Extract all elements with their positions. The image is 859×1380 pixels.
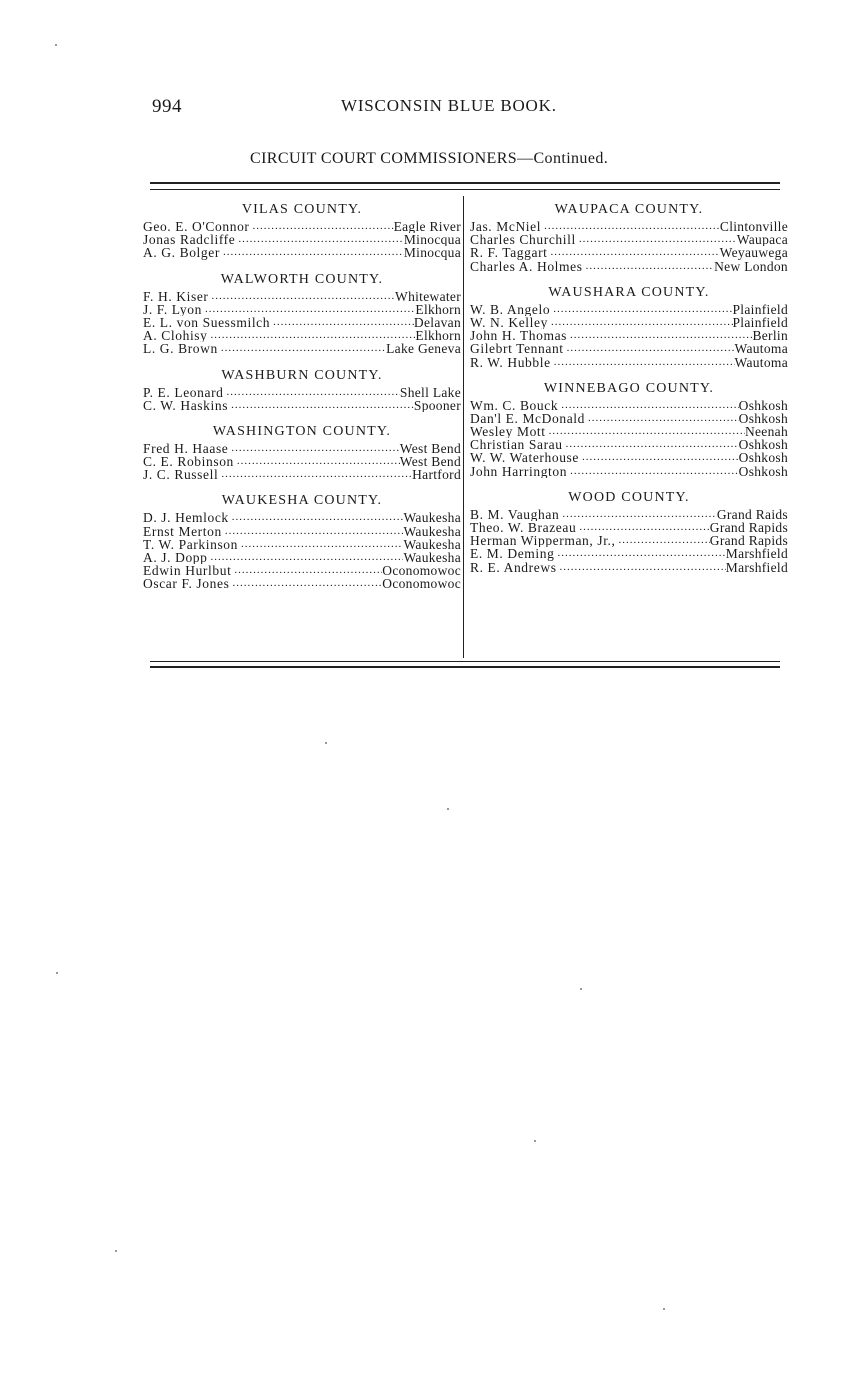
dot-leader: [567, 342, 735, 355]
running-head: WISCONSIN BLUE BOOK.: [341, 96, 557, 115]
commissioner-place: Weyauwega: [719, 246, 788, 260]
county-heading: WAUPACA COUNTY.: [554, 202, 704, 217]
dot-leader: [238, 233, 404, 246]
commissioner-name: C. E. Robinson: [143, 455, 234, 469]
commissioner-entry: [143, 342, 461, 355]
commissioner-entry: [470, 233, 788, 246]
commissioner-place: Oshkosh: [738, 451, 788, 465]
dot-leader: [557, 547, 725, 560]
commissioner-entry: [143, 511, 461, 524]
commissioner-entry: [143, 220, 461, 233]
dot-leader: [588, 412, 739, 425]
commissioner-name: J. C. Russell: [143, 468, 219, 482]
commissioner-place: Oconomowoc: [382, 577, 461, 591]
commissioner-name: P. E. Leonard: [143, 385, 224, 399]
commissioner-entry: [143, 525, 461, 538]
commissioner-list: [470, 508, 788, 574]
commissioner-list: [143, 290, 461, 356]
commissioner-entry: [143, 329, 461, 342]
commissioner-place: Waukesha: [403, 537, 461, 551]
commissioner-place: Plainfield: [732, 302, 788, 316]
commissioner-entry: [470, 438, 788, 451]
commissioner-name: Edwin Hurlbut: [143, 564, 232, 578]
commissioner-name: W. N. Kelley: [470, 315, 548, 330]
dot-leader: [566, 438, 739, 451]
commissioner-name: L. G. Brown: [143, 342, 218, 356]
dot-leader: [544, 220, 720, 233]
commissioner-name: J. F. Lyon: [143, 302, 202, 316]
dot-leader: [562, 508, 717, 521]
commissioner-entry: [143, 468, 461, 481]
commissioner-entry: [470, 425, 788, 438]
commissioner-name: Fred H. Haase: [143, 441, 229, 456]
dot-leader: [561, 399, 738, 412]
county-group: [143, 491, 461, 590]
commissioner-entry: [143, 290, 461, 303]
commissioner-name: W. W. Waterhouse: [470, 451, 580, 465]
county-group: [470, 283, 788, 369]
county-group: [143, 422, 461, 482]
dot-leader: [211, 329, 416, 342]
commissioner-name: Wm. C. Bouck: [470, 398, 559, 412]
commissioner-entry: [470, 316, 788, 329]
commissioner-name: Wesley Mott: [470, 425, 546, 439]
commissioner-list: [470, 399, 788, 478]
county-group: [470, 200, 788, 273]
scan-speck: [580, 988, 582, 990]
dot-leader: [221, 468, 412, 481]
commissioner-place: Neenah: [744, 425, 788, 439]
county-heading: WOOD COUNTY.: [568, 489, 690, 505]
commissioner-name: W. B. Angelo: [470, 302, 551, 316]
commissioner-entry: [143, 577, 461, 590]
commissioner-entry: [143, 442, 461, 455]
county-group: [143, 270, 461, 356]
commissioner-place: Minocqua: [403, 233, 461, 247]
dot-leader: [579, 233, 737, 246]
county-heading: WINNEBAGO COUNTY.: [543, 380, 715, 396]
scan-speck: [56, 972, 58, 974]
commissioner-place: Delavan: [413, 315, 461, 330]
commissioner-place: Wautoma: [734, 342, 788, 356]
commissioner-place: Minocqua: [403, 246, 461, 260]
commissioner-place: Oshkosh: [738, 464, 788, 478]
dot-leader: [551, 246, 720, 259]
commissioner-entry: [470, 547, 788, 560]
dot-leader: [231, 442, 399, 455]
commissioner-name: John Harrington: [470, 464, 568, 478]
county-group: [143, 200, 461, 260]
dot-leader: [205, 303, 415, 316]
dot-leader: [231, 399, 414, 412]
top-rule-thick: [150, 182, 780, 184]
dot-leader: [551, 316, 733, 329]
commissioner-name: Charles Churchill: [470, 233, 576, 247]
commissioner-entry: [470, 534, 788, 547]
commissioner-place: Waukesha: [403, 511, 461, 525]
commissioner-entry: [470, 451, 788, 464]
commissioner-place: Waukesha: [403, 524, 461, 538]
commissioner-name: C. W. Haskins: [143, 398, 229, 412]
commissioner-name: Christian Sarau: [470, 438, 563, 452]
county-heading: WASHBURN COUNTY.: [221, 367, 383, 383]
commissioner-place: Hartford: [412, 468, 461, 482]
county-group: [143, 366, 461, 412]
commissioner-entry: [143, 399, 461, 412]
county-heading: WAUKESHA COUNTY.: [221, 493, 383, 509]
commissioner-entry: [143, 316, 461, 329]
commissioner-entry: [470, 260, 788, 273]
dot-leader: [570, 329, 752, 342]
commissioner-place: Oconomowoc: [382, 564, 461, 578]
scan-speck: [55, 44, 57, 46]
commissioner-place: Grand Rapids: [709, 534, 788, 548]
dot-leader: [273, 316, 414, 329]
commissioner-place: Marshfield: [725, 547, 788, 561]
commissioner-place: Oshkosh: [738, 438, 788, 452]
commissioner-list: [143, 386, 461, 412]
commissioner-place: Elkhorn: [415, 329, 461, 343]
commissioner-place: Oshkosh: [738, 411, 788, 426]
commissioner-name: Dan'l E. McDonald: [470, 411, 585, 426]
commissioner-place: Lake Geneva: [386, 342, 461, 356]
commissioner-name: E. M. Deming: [470, 547, 555, 561]
commissioner-name: B. M. Vaughan: [470, 507, 560, 521]
commissioner-place: Wautoma: [734, 355, 788, 369]
commissioner-place: Grand Raids: [716, 507, 788, 521]
commissioner-name: T. W. Parkinson: [143, 537, 239, 551]
scan-speck: [534, 1140, 536, 1142]
commissioner-name: E. L. von Suessmilch: [143, 315, 271, 330]
commissioner-entry: [470, 220, 788, 233]
commissioner-place: Waupaca: [736, 233, 788, 247]
top-rule-thin: [150, 189, 780, 190]
commissioner-entry: [470, 246, 788, 259]
commissioner-place: Marshfield: [725, 560, 788, 574]
commissioner-name: Theo. W. Brazeau: [470, 521, 577, 535]
page-number: 994: [152, 96, 182, 117]
commissioner-place: Elkhorn: [415, 302, 461, 316]
dot-leader: [225, 525, 404, 538]
dot-leader: [549, 425, 745, 438]
scan-speck: [115, 1250, 117, 1252]
dot-leader: [619, 534, 710, 547]
commissioner-entry: [470, 342, 788, 355]
dot-leader: [221, 342, 386, 355]
commissioner-name: Jas. McNiel: [470, 220, 542, 234]
bottom-rule-thin: [150, 661, 780, 662]
commissioner-list: [143, 511, 461, 590]
commissioner-name: D. J. Hemlock: [143, 511, 229, 525]
commissioner-entry: [470, 303, 788, 316]
commissioner-place: Eagle River: [393, 220, 461, 234]
commissioner-entry: [143, 233, 461, 246]
commissioner-place: Berlin: [752, 329, 788, 343]
commissioner-entry: [143, 564, 461, 577]
dot-leader: [553, 303, 732, 316]
commissioner-entry: [143, 455, 461, 468]
county-group: [470, 488, 788, 574]
commissioner-place: Whitewater: [395, 289, 461, 303]
commissioner-place: New London: [714, 259, 788, 273]
dot-leader: [554, 356, 735, 369]
dot-leader: [232, 511, 404, 524]
commissioner-place: West Bend: [399, 441, 461, 456]
commissioner-entry: [470, 399, 788, 412]
commissioner-place: Waukesha: [403, 551, 461, 565]
commissioner-list: [470, 220, 788, 273]
commissioner-place: West Bend: [399, 455, 461, 469]
commissioner-name: Charles A. Holmes: [470, 259, 583, 273]
dot-leader: [582, 451, 739, 464]
dot-leader: [241, 538, 403, 551]
commissioner-place: Plainfield: [732, 315, 788, 330]
commissioner-list: [143, 442, 461, 482]
county-heading: VILAS COUNTY.: [241, 202, 363, 217]
county-heading: WASHINGTON COUNTY.: [212, 423, 392, 439]
bottom-rule-thick: [150, 666, 780, 668]
right-column: [470, 200, 788, 584]
commissioner-entry: [470, 329, 788, 342]
column-divider: [463, 196, 464, 658]
dot-leader: [579, 521, 709, 534]
commissioner-place: Shell Lake: [399, 385, 461, 399]
commissioner-entry: [470, 412, 788, 425]
section-title: CIRCUIT COURT COMMISSIONERS—Continued.: [250, 150, 609, 167]
dot-leader: [234, 564, 382, 577]
commissioner-list: [143, 220, 461, 260]
dot-leader: [223, 246, 404, 259]
dot-leader: [227, 386, 400, 399]
county-heading: WAUSHARA COUNTY.: [548, 284, 710, 300]
dot-leader: [237, 455, 400, 468]
commissioner-entry: [470, 561, 788, 574]
left-column: [143, 200, 461, 601]
commissioner-entry: [143, 551, 461, 564]
commissioner-name: Herman Wipperman, Jr.,: [470, 534, 616, 548]
commissioner-entry: [143, 246, 461, 259]
commissioner-list: [470, 303, 788, 369]
commissioner-name: A. J. Dopp: [143, 551, 208, 565]
dot-leader: [253, 220, 394, 233]
commissioner-name: F. H. Kiser: [143, 289, 209, 303]
dot-leader: [586, 260, 715, 273]
commissioner-entry: [143, 386, 461, 399]
commissioner-name: Jonas Radcliffe: [143, 233, 236, 247]
commissioner-name: A. G. Bolger: [143, 246, 220, 260]
commissioner-entry: [143, 303, 461, 316]
commissioner-name: Geo. E. O'Connor: [143, 220, 250, 234]
commissioner-place: Spooner: [413, 398, 461, 412]
commissioner-name: R. F. Taggart: [470, 246, 548, 260]
scan-speck: [447, 808, 449, 810]
commissioner-name: John H. Thomas: [470, 329, 568, 343]
county-heading: WALWORTH COUNTY.: [220, 271, 384, 287]
commissioner-entry: [470, 508, 788, 521]
commissioner-entry: [470, 521, 788, 534]
dot-leader: [570, 465, 739, 478]
commissioner-place: Oshkosh: [738, 398, 788, 412]
dot-leader: [232, 577, 382, 590]
commissioner-name: R. E. Andrews: [470, 560, 557, 574]
commissioner-name: Oscar F. Jones: [143, 577, 230, 591]
commissioner-name: Ernst Merton: [143, 524, 222, 538]
commissioner-place: Grand Rapids: [709, 521, 788, 535]
commissioner-place: Clintonville: [719, 220, 788, 234]
dot-leader: [212, 290, 396, 303]
county-group: [470, 379, 788, 478]
scan-speck: [325, 742, 327, 744]
dot-leader: [560, 561, 726, 574]
commissioner-name: Gilebrt Tennant: [470, 342, 564, 356]
commissioner-entry: [143, 538, 461, 551]
commissioner-name: R. W. Hubble: [470, 355, 551, 369]
commissioner-entry: [470, 356, 788, 369]
commissioner-entry: [470, 465, 788, 478]
dot-leader: [211, 551, 404, 564]
scan-speck: [663, 1308, 665, 1310]
commissioner-name: A. Clohisy: [143, 329, 208, 343]
